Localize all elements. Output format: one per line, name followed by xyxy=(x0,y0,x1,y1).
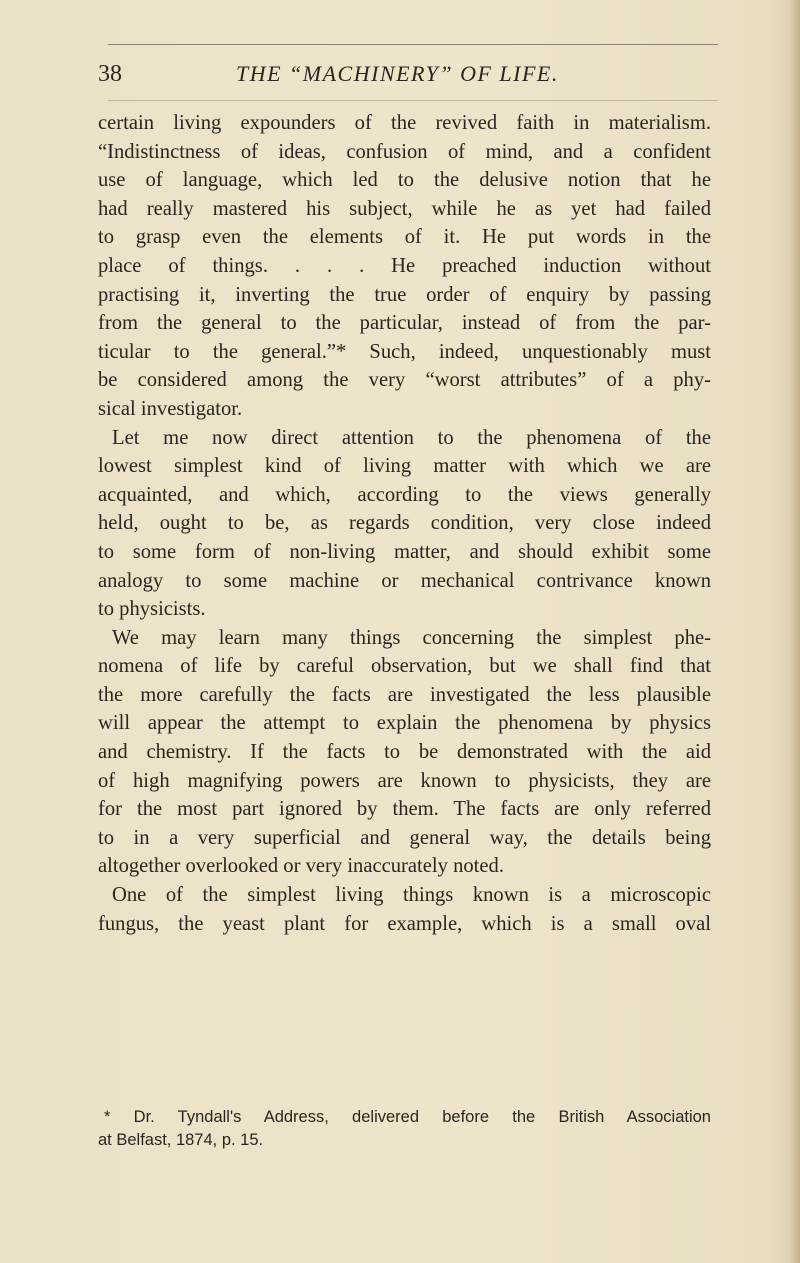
text-line: to some form of non-living matter, and should exhibit some xyxy=(98,540,711,563)
running-title: THE “MACHINERY” OF LIFE. xyxy=(236,61,559,86)
footnote xyxy=(98,1106,711,1152)
paragraph-start: We may learn many things concerning the simplest phe- xyxy=(112,626,711,649)
text-line: “Indistinctness of ideas, confusion of mind, and a confident xyxy=(98,140,711,163)
text-line: had really mastered his subject, while he as yet had failed xyxy=(98,197,711,220)
text-line: nomena of life by careful observation, but we shall find that xyxy=(98,655,711,678)
text-line: use of language, which led to the delusive notion that he xyxy=(98,169,711,192)
text-line: altogether overlooked or very inaccurately noted. xyxy=(98,855,504,878)
paragraph-start: One of the simplest living things known is a microscopic xyxy=(112,884,711,907)
text-line: the more carefully the facts are investigated the less plausible xyxy=(98,683,711,706)
text-line: practising it, inverting the true order of enquiry by passing xyxy=(98,283,711,306)
text-line: held, ought to be, as regards condition, very close indeed xyxy=(98,512,711,535)
page-number: 38 xyxy=(98,61,122,87)
page-header xyxy=(98,58,738,90)
text-line: from the general to the particular, instead of from the par- xyxy=(98,312,711,335)
text-line: acquainted, and which, according to the views generally xyxy=(98,483,711,506)
text-line: will appear the attempt to explain the phenomena by physics xyxy=(98,712,711,735)
body-text xyxy=(98,109,711,938)
footnote-line: at Belfast, 1874, p. 15. xyxy=(98,1131,264,1149)
header-rule xyxy=(108,100,718,101)
text-line: certain living expounders of the revived faith in materialism. xyxy=(98,112,711,134)
text-line: to physicists. xyxy=(98,598,206,621)
text-line: ticular to the general.”* Such, indeed, unquestionably must xyxy=(98,340,711,363)
text-line: to grasp even the elements of it. He put words in the xyxy=(98,226,711,249)
paragraph-start: Let me now direct attention to the phenomena of the xyxy=(112,426,711,449)
text-line: analogy to some machine or mechanical contrivance known xyxy=(98,569,711,592)
text-line: be considered among the very “worst attributes” of a phy- xyxy=(98,369,711,392)
text-line: lowest simplest kind of living matter with which we are xyxy=(98,455,711,478)
text-line: to in a very superficial and general way, the details being xyxy=(98,826,711,849)
text-line: of high magnifying powers are known to physicists, they are xyxy=(98,769,711,792)
text-line: fungus, the yeast plant for example, which is a small oval xyxy=(98,912,711,935)
text-line: place of things. . . . He preached induction without xyxy=(98,254,711,277)
footnote-line: * Dr. Tyndall's Address, delivered before the British Association xyxy=(104,1108,711,1126)
text-line: sical investigator. xyxy=(98,397,243,420)
text-line: for the most part ignored by them. The facts are only referred xyxy=(98,798,711,821)
page-edge-shadow xyxy=(790,0,800,1263)
text-line: and chemistry. If the facts to be demonstrated with the aid xyxy=(98,741,711,764)
top-rule xyxy=(108,44,718,45)
